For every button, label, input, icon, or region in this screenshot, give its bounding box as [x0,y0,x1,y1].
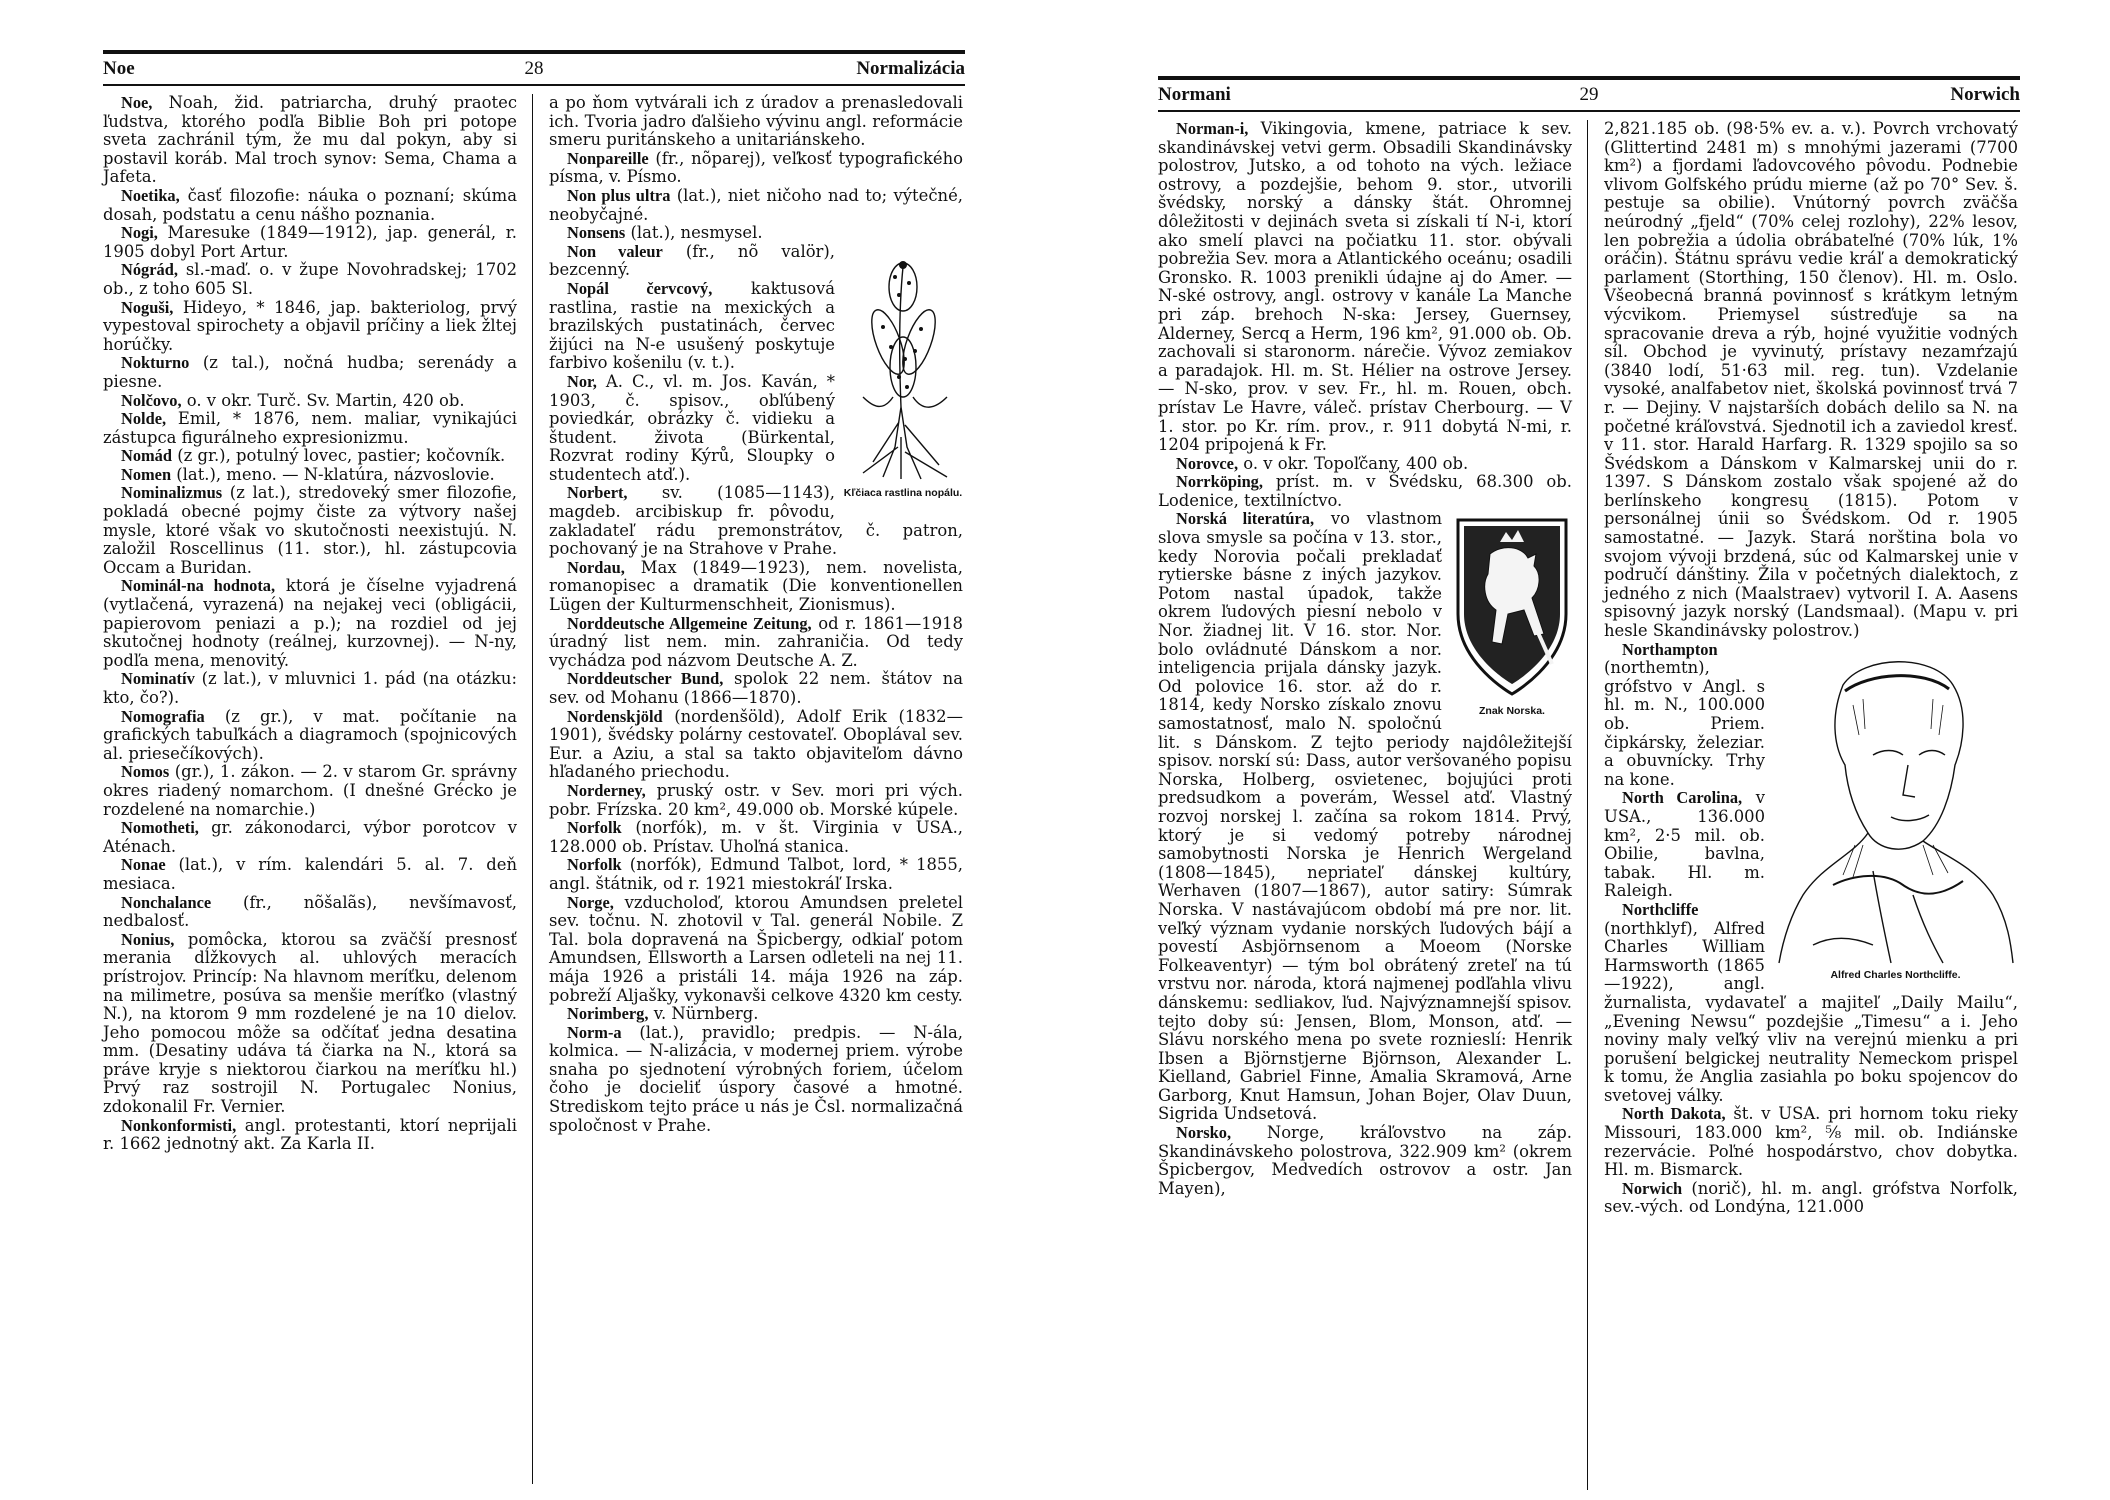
entry-headword: Norfolk [567,855,622,875]
dictionary-entry [549,1024,963,1136]
entry-headword: Norfolk [567,818,622,838]
entry-headword: Norge, [567,892,614,912]
entry-headword: Norrköping, [1176,472,1263,492]
entry-body: Hideyo, * 1846, jap. bakteriolog, prvý vypestoval spirochety a objavil príčiny a liek žltej horúčky. [103,297,517,354]
entry-body: (z gr.), v mat. počítanie na grafických tabuľkách a diagramoch (spojnicových al. priesečíkových). [103,706,517,763]
entry-body: (lat.), v rím. kalendári 5. al. 7. deň mesiaca. [103,855,517,893]
columns [103,94,965,1484]
entry-headword: Nokturno [121,353,190,373]
dictionary-entry [103,931,517,1117]
entry-body: (lat.), nesmysel. [625,223,763,243]
entry-headword: Noetika, [121,185,180,205]
entry-body: A. C., vl. m. Jos. Kaván, * 1903, č. spisov., obľúbený poviedkár, obrázky č. vidieku a študent. života (Bürkental, Rozvrat rodiny Kýrů, Sloupky o studentech atď.). [549,371,835,484]
page-28 [103,50,965,1490]
dictionary-entry [103,670,517,707]
column-divider [1587,120,1588,1490]
entry-headword: Norman-i, [1176,119,1249,138]
figure-caption: Alfred Charles Northcliffe. [1830,969,1961,982]
entry-headword: Non plus ultra [567,185,671,205]
entry-headword: Nominatív [121,669,195,689]
entry-headword: Non valeur [567,241,663,261]
dictionary-entry [103,224,517,261]
dictionary-entry [1158,455,1572,474]
dictionary-entry [103,1117,517,1154]
dictionary-entry [103,894,517,931]
entry-headword: Nógrád, [121,260,178,280]
dictionary-entry [549,894,963,1006]
dictionary-entry [1158,1124,1572,1198]
dictionary-entry [549,856,963,893]
entry-body: (z tal.), nočná hudba; serenády a piesne. [103,353,517,391]
entry-headword: Nolde, [121,409,167,429]
dictionary-entry [1604,120,2018,641]
dictionary-entry [1604,1105,2018,1179]
entry-body: spolok 22 nem. štátov na sev. od Mohanu (1866—1870). [549,669,963,707]
cactus-illustration [843,247,963,483]
page-number: 29 [1579,84,1599,105]
entry-body: sl.-maď. o. v župe Novohradskej; 1702 ob., z toho 605 Sl. [103,260,517,298]
dictionary-entry [549,187,963,224]
entry-body: časť filozofie: náuka o poznaní; skúma dosah, podstatu a cenu nášho poznania. [103,185,517,224]
entry-body: a po ňom vytvárali ich z úradov a prenasledovali ich. Tvoria jadro ďalšieho vývinu angl. reformácie smeru puritánskeho a unitariánskeho. [549,93,963,150]
dictionary-entry [1158,120,1572,455]
dictionary-entry [549,819,963,856]
header-right-keyword: Norwich [1950,84,2020,105]
column-divider [532,94,533,1484]
entry-body: príst. m. v Švédsku, 68.300 ob. Lodenice, textilníctvo. [1158,472,1572,510]
columns [1158,120,2020,1490]
entry-headword: Noguši, [121,297,174,317]
header-left-keyword: Noe [103,58,135,79]
entry-headword: Norwich [1622,1178,1683,1198]
dictionary-entry [103,577,517,670]
entry-body: 2,821.185 ob. (98·5% ev. a. v.). Povrch vrchovatý (Glittertind 2481 m) s mnohými jazerami (7700 km²) a fjordami ľadovcového pôvodu. Podnebie vlivom Golfského prúdu mierne (až po 70° Sev. š. pestuje sa obilie). Vnútorný povrch zväčša neúrodný „fjeld“ (70% celej rozlohy), 22% lesov, len pobrežia a údolia obrábateľné (70% lúk, 1% oráčin). Štátnu správu vedie kráľ a demokratický parlament (Storthing, 150 členov). Hl. m. Oslo. Všeobecná branná povinnosť s krátkym letným výcvikom. Priemysel sústreďuje sa na spracovanie dreva a rýb, hojné využitie vodných síl. Obchod je vyvinutý, prístavy nezamŕzajú (3840 lodí, 51·63 mil. reg. tun). Vzdelanie vysoké, analfabetov niet, školská povinnosť trvá 7 r. — Dejiny. V najstarších dobách delilo sa N. na početné kráľovstvá. Sjednotil ich a zaviedol kresť. v 11. stor. Harald Harfarg. R. 1329 spojilo sa so Švédskom a Dánskom v Kalmarskej unii do r. 1397. S Dánskom zostalo však spojené až do berlínskeho kongresu (1815). Potom v personálnej únii so Švédskom. Od r. 1905 samostatné. — Jazyk. Stará norština bola vo svojom vývoji brzdená, súc od Kalmarskej unie v područí dánštiny. Žila v početných dialektoch, z jedného z nich (Maalstraev) vytvoril I. A. Aasens spisovný jazyk norský (Landsmaal). (Mapu v. pri hesle Skandinávsky polostrov.) [1604,119,2018,641]
page-29 [1158,76,2020,1490]
dictionary-entry [549,1005,963,1024]
dictionary-entry [549,782,963,819]
dictionary-entry [549,708,963,782]
entry-headword: Norská literatúra, [1176,509,1315,529]
entry-body: (z lat.), v mluvnici 1. pád (na otázku: kto, čo?). [103,669,517,707]
entry-headword: Norimberg, [567,1004,649,1024]
entry-headword: North Carolina, [1622,788,1743,808]
dictionary-entry [103,484,517,577]
dictionary-entry [1604,1180,2018,1217]
entry-headword: Nonius, [121,929,175,949]
entry-headword: Nomen [121,464,172,484]
entry-headword: North Dakota, [1622,1104,1726,1124]
entry-headword: Nonkonformisti, [121,1115,237,1135]
entry-headword: Nor, [567,371,597,391]
figure-caption: Kľčiaca rastlina nopálu. [843,487,963,500]
portrait-figure [1773,645,2018,985]
column-left [103,94,517,1154]
entry-headword: Nomos [121,762,170,782]
dictionary-entry [103,187,517,224]
page-number: 28 [524,58,544,79]
entry-headword: Nolčovo, [121,390,182,410]
entry-headword: Noe, [121,93,153,112]
entry-body: (z gr.), potulný lovec, pastier; kočovník. [172,446,506,466]
entry-body: (norfók), Edmund Talbot, lord, * 1855, angl. štátnik, od r. 1921 miestokráľ Irska. [549,855,963,893]
entry-body: ktorá je číselne vyjadrená (vytlačená, vyrazená) na nejakej veci (obligácii, papierovom peniazi a p.); na rozdiel od jej skutočnej hodnoty (reálnej, kurzovnej). — N-ny, podľa mena, menovitý. [103,576,517,670]
entry-body: o. v okr. Turč. Sv. Martin, 420 ob. [181,390,465,410]
entry-body: kaktusová rastlina, rastie na mexických a brazilských pustatinách, červec žijúci na N-e usušený poskytuje farbivo košenilu (v. t.). [549,278,835,373]
entry-headword: Nonchalance [121,892,212,912]
entry-body: (fr., nõparej), veľkosť typografického písma, v. Písmo. [549,148,963,187]
norway-coat-of-arms-icon [1452,514,1572,700]
entry-body: v USA., 136.000 km², 2·5 mil. ob. Obilie, bavlna, tabak. Hl. m. Raleigh. [1604,788,1765,901]
dictionary-entry [549,224,963,243]
dictionary-entry [549,94,963,150]
entry-headword: Nominalizmus [121,483,223,503]
dictionary-entry [103,354,517,391]
entry-body: pruský ostr. v Sev. mori pri vých. pobr. Frízska. 20 km², 49.000 ob. Morské kúpele. [549,780,963,819]
dictionary-entry [103,447,517,466]
entry-headword: Norm-a [567,1022,622,1042]
entry-body: od r. 1861—1918 úradný list nem. min. zahraničia. Od tedy vychádza pod názvom Deutsche A. Z. [549,613,963,670]
entry-headword: Norddeutscher Bund, [567,669,724,689]
entry-body: pomôcka, ktorou sa zväčší presnosť merania dĺžkovych al. uhlových meracích prístrojov. Princíp: Na hlavnom meríťku, delenom na milimetre, posúva sa menšie meríťko (vlastný N.), na ktorom 9 mm rozdelené je na 10 dielov. Jeho pomocou môže sa odčítať jedna desatina mm. (Desatiny udáva tá čiarka na N., ktorá sa práve kryje s niektorou čiarkou na meríťku hl.) Prvý raz sostrojil N. Portugalec Nonius, zdokonalil Fr. Vernier. [103,929,517,1117]
column-right [549,94,963,1135]
entry-body: (gr.), 1. zákon. — 2. v starom Gr. správny okres riadený nomarchom. (I dnešné Grécko je rozdelené na nomarchie.) [103,762,517,819]
entry-body: (lat.), niet ničoho nad to; výtečné, neobyčajné. [549,185,963,224]
cactus-figure [843,247,963,515]
entry-body: gr. zákonodarci, výbor porotcov v Aténach. [103,818,517,856]
entry-body: o. v okr. Topoľčany, 400 ob. [1238,453,1469,473]
entry-headword: Nordau, [567,557,625,577]
dictionary-entry [103,856,517,893]
dictionary-entry [103,819,517,856]
entry-headword: Nonae [121,855,166,875]
entry-headword: Norderney, [567,780,646,800]
dictionary-entry [103,392,517,411]
entry-body: (nordenšöld), Adolf Erik (1832—1901), švédsky polárny cestovateľ. Oboplával sev. Eur. a Aziu, a stal sa takto objaviteľom dávno hľadaného priechodu. [549,706,963,782]
entry-headword: Norddeutsche Allgemeine Zeitung, [567,613,812,633]
entry-body: vzducholoď, ktorou Amundsen preletel sev. točnu. N. zhotovil v Tal. generál Nobile. Z Tal. bola dopravená na Špicbergy, odkiaľ potom Amundsen, Ellsworth a Larsen odleteli na nej 11. mája 1926 a pristáli 14. mája 1926 na záp. pobreží Aljašky, vykonavši celkove 4320 km cesty. [549,892,963,1005]
entry-body: (norič), hl. m. angl. grófstva Norfolk, sev.-vých. od Londýna, 121.000 [1604,1178,2018,1217]
entry-body: Maresuke (1849—1912), jap. generál, r. 1905 dobyl Port Artur. [103,223,517,261]
entry-body: Norge, kráľovstvo na záp. Skandinávskeho polostrova, 322.909 km² (okrem Špicbergov, Medvedích ostrovov a ostr. Jan Mayen), [1158,1123,1572,1198]
entry-body: sv. (1085—1143), magdeb. arcibiskup fr. pôvodu, zakladateľ rádu premonstrátov, č. patron, pochovaný je na Strahove v Prahe. [549,483,963,559]
column-right [1604,120,2018,1217]
entry-body: (northklyf), Alfred Charles William Harmsworth (1865—1922), angl. žurnalista, vydavateľ a majiteľ „Daily Mailu“, „Evening Newsu“ pozdejšie „Timesu“ a i. Jeho noviny maly veľký vliv na verejnú mienku a pri porušení belgickej neutrality Nemeckom prispel k tomu, že Anglia zasiahla po boku spojencov do svetovej války. [1604,918,2018,1105]
dictionary-entry [549,615,963,671]
dictionary-entry [1158,473,1572,510]
entry-body: (z lat.), stredoveký smer filozofie, pokladá obecné pojmy čiste za výtvory našej mysle, ktoré však vo skutočnosti neexistujú. N. založil Roscellinus (11. stor.), hl. zástupcovia Occam a Buridan. [103,483,517,577]
dictionary-entry [549,559,963,615]
dictionary-entry [103,94,517,187]
portrait-illustration [1773,645,2018,965]
entry-headword: Nominál-na hodnota, [121,576,276,596]
entry-headword: Nogi, [121,223,158,243]
entry-headword: Nomád [121,446,172,466]
entry-headword: Northcliffe [1622,899,1699,919]
entry-body: (fr., nõšalãs), nevšímavosť, nedbalosť. [103,892,517,931]
entry-headword: Norsko, [1176,1123,1232,1143]
page-header [1158,76,2020,112]
entry-body: (lat.), pravidlo; predpis. — N-ála, kolmica. — N-alizácia, v modernej priem. výrobe snaha po sjednotení výrobných foriem, účelom čoho je docieliť úspory časové a hmotné. Strediskom tejto práce u nás je Čsl. normalizačná spoločnost v Prahe. [549,1022,963,1135]
entry-body: (fr., nõ valör), bezcenný. [549,241,836,280]
entry-headword: Nomografia [121,706,205,726]
dictionary-entry [103,299,517,355]
entry-headword: Norovce, [1176,453,1239,473]
entry-body: (norfók), m. v št. Virginia v USA., 128.000 ob. Prístav. Uhoľná stanica. [549,818,963,856]
figure-caption: Znak Norska. [1479,705,1545,718]
entry-headword: Nomotheti, [121,818,199,838]
entry-body: Noah, žid. patriarcha, druhý praotec ľudstva, ktorého podľa Biblie Boh pri potope sveta zachránil tým, že mu dal pokyn, aby si postavil koráb. Mal troch synov: Sema, Chama a Jafeta. [103,93,517,187]
entry-headword: Nonpareille [567,148,649,168]
entry-body: Max (1849—1923), nem. novelista, romanopisec a dramatik (Die konventionellen Lügen der Kulturmenschheit, Zionismus). [549,557,963,615]
dictionary-entry [549,670,963,707]
dictionary-entry [103,708,517,764]
dictionary-entry [103,466,517,485]
entry-body: št. v USA. pri hornom toku rieky Missouri, 183.000 km², ⅝ mil. ob. Indiánske rezervácie. Poľné hospodárstvo, chov dobytka. Hl. m. Bismarck. [1604,1104,2018,1180]
dictionary-entry [103,261,517,298]
column-left [1158,120,1572,1198]
coat-of-arms-figure [1452,514,1572,724]
header-left-keyword: Normani [1158,84,1231,105]
page-header [103,50,965,86]
entry-body: (northemtn), grófstvo v Angl. s hl. m. N., 100.000 ob. Priem. čipkársky, železiar. a obuvnícky. Trhy na kone. [1604,658,1765,789]
header-right-keyword: Normalizácia [856,58,965,79]
entry-headword: Nopál červcový, [567,278,713,298]
entry-body: Vikingovia, kmene, patriace k sev. skandinávskej vetvi germ. Obsadili Skandinávsky polostrov, Jutsko, a od tohoto na vých. ležiace ostrovy, a pozdejšie, behom 9. stor., utvorili švédsky, norský a dánsky štát. Ohromnej dôležitosti v dejinách sveta si získali tí N-i, ktorí ako smelí plavci na počiatku 11. stor. obývali pobrežia Sev. mora a Atlantického oceánu; osadili Gronsko. R. 1003 prenikli údajne aj do Amer. — N-ské ostrovy, angl. ostrovy v kanále La Manche pri záp. brehoch N-ska: Jersey, Guernsey, Alderney, Sercq a Herm, 196 km², 91.000 ob. Ob. zachovali si staronorm. nárečie. Vývoz zemiakov a paradajok. Hl. m. St. Hélier na ostrove Jersey. — N-sko, prov. v sev. Fr., hl. m. Rouen, obch. prístav Le Havre, váleč. prístav Cherbourg. — V 1. stor. po Kr. rím. prov., r. 911 dobytá N-mi, r. 1204 pripojená k Fr. [1158,119,1572,455]
entry-body: angl. protestanti, ktorí neprijali r. 1662 jednotný akt. Za Karla II. [103,1115,517,1154]
dictionary-entry [549,150,963,187]
entry-body: (lat.), meno. — N-klatúra, názvoslovie. [171,464,495,484]
entry-body: Emil, * 1876, nem. maliar, vynikajúci zástupca figurálneho expresionizmu. [103,409,517,447]
entry-headword: Nordenskjöld [567,706,663,726]
entry-body: vo vlastnom slova smysle sa počína v 13. stor., kedy Norovia počali prekladať rytierske básne z iných jazykov. Potom nastal úpadok, takže okrem ľudových piesní nebolo v Nor. žiadnej lit. V 16. stor. Nor. bolo ovládnuté Dánskom a nor. inteligencia prijala dánsky jazyk. Od polovice 16. stor. až do r. 1814, kedy Norsko získalo znovu samostatnosť, malo N. spoločnú lit. s Dánskom. Z tejto periody najdôležitejší spisov. norskí sú: Dass, autor veršovaného popisu Norska, Holberg, osvietenec, bojujúci proti predsudkom a poverám, Wessel atď. Vlastný rozvoj norskej l. začína sa rokom 1814. Prvý, ktorý je si vedomý potreby národnej samobytnosti Norska je Henrich Wergeland (1808—1845), nepriateľ dánskej kultúry, Werhaven (1807—1867), autor satiry: Súmrak Norska. V nastávajúcom období má pre nor. lit. veľký význam vydanie norských ľudových bájí a povestí Asbjörnsenom a Moeom (Norske Folkeaventyr) — tým bol obrátený zreteľ na tú vrstvu nor. národa, ktorá najmenej podľahla vlivu dánskemu: sedliakov, ľud. Najvýznamnejší spisov. tejto doby sú: Jensen, Blom, Monson, atď. — Slávu norského mena po svete roznieslí: Henrik Ibsen a Björnstjerne Björnson, Alexander L. Kielland, Gabriel Finne, Amalia Skramová, Arne Garborg, Knut Hamsun, Johan Bojer, Olav Duun, Sigrida Undsetová. [1158,509,1572,1124]
entry-headword: Norbert, [567,483,628,503]
dictionary-entry [103,763,517,819]
entry-headword: Northampton [1622,639,1718,659]
entry-body: v. Nürnberg. [648,1004,759,1024]
dictionary-entry [103,410,517,447]
entry-headword: Nonsens [567,223,626,243]
